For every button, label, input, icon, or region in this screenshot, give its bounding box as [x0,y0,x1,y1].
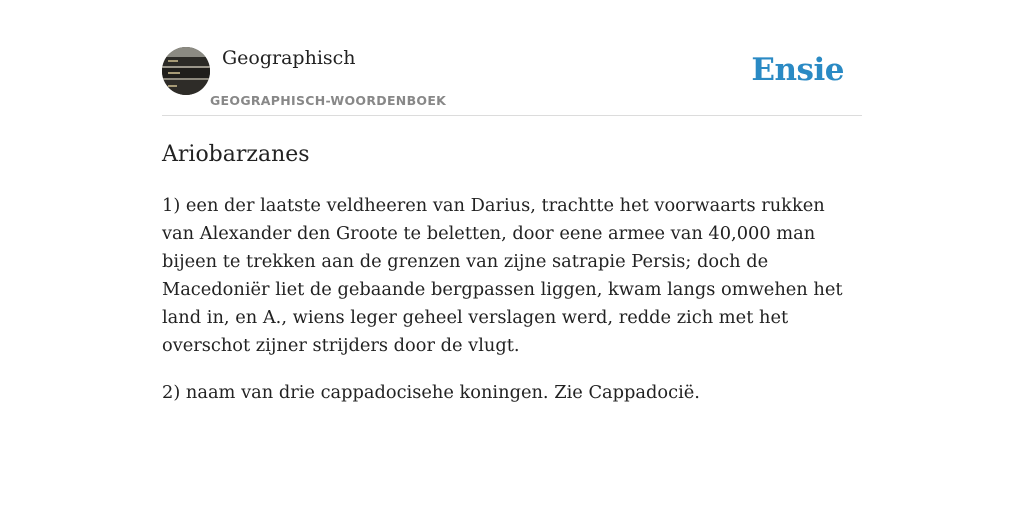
entry-definition [162,192,862,426]
source-header [162,40,862,116]
source-slug[interactable]: GEOGRAPHISCH-WOORDENBOEK [210,93,447,108]
book-spines-icon [162,47,210,95]
source-name[interactable]: Geographisch [222,47,356,69]
entry-title: Ariobarzanes [162,142,310,167]
ensie-logo[interactable]: Ensie [751,52,844,88]
definition-paragraph: 2) naam van drie cappadocisehe koningen. Zie Cappadocië. [162,382,700,403]
source-avatar[interactable] [162,47,210,95]
definition-paragraph: 1) een der laatste veldheeren van Darius, trachtte het voorwaarts rukken van Alexander den Groote te beletten, door eene armee van 40,000 man bijeen te trekken aan de grenzen van zijne satrapie Persis; doch de Macedoniër liet de gebaande bergpassen liggen, kwam langs omwehen het land in, en A., wiens leger geheel verslagen werd, redde zich met het overschot zijner strijders door de vlugt. [162,195,843,356]
